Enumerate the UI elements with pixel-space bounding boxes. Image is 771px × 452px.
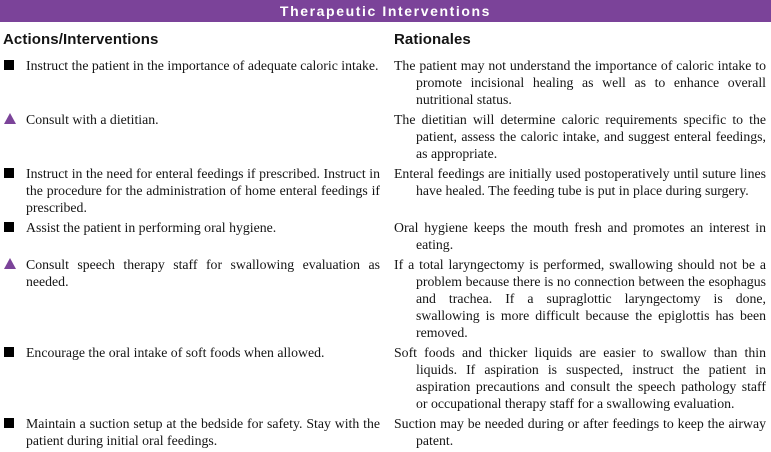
action-item (3, 111, 394, 128)
action-text: Consult speech therapy staff for swallowing evaluation as needed. (26, 257, 380, 289)
action-item (3, 415, 394, 449)
action-text: Maintain a suction setup at the bedside for safety. Stay with the patient during initial oral feedings. (26, 416, 380, 448)
column-header-actions: Actions/Interventions (3, 31, 159, 48)
action-item (3, 165, 394, 216)
action-text: Consult with a dietitian. (26, 112, 159, 127)
rationale-text: If a total laryngectomy is performed, swallowing should not be a problem because there is no connection between the esophagus and trachea. If a supraglottic laryngectomy is done, swallowing is more difficult because the epiglottis has been removed. (394, 257, 766, 340)
action-text: Encourage the oral intake of soft foods when allowed. (26, 345, 325, 360)
table-title-bar (0, 0, 771, 22)
triangle-bullet-icon (4, 113, 16, 124)
rationale-text: Suction may be needed during or after feedings to keep the airway patent. (394, 416, 766, 448)
table-title: Therapeutic Interventions (279, 3, 492, 19)
rationale-text: Soft foods and thicker liquids are easier to swallow than thin liquids. If aspiration is suspected, instruct the patient in aspiration precautions and consult the speech pathology staff or occupational therapy staff for a swallowing evaluation. (394, 345, 766, 411)
rationale-text: The dietitian will determine caloric requirements specific to the patient, assess the caloric intake, and suggest enteral feedings, as appropriate. (394, 112, 766, 161)
column-header-rationales: Rationales (394, 31, 471, 48)
square-bullet-icon (4, 347, 14, 357)
table-content (0, 22, 771, 449)
square-bullet-icon (4, 60, 14, 70)
action-item (3, 57, 394, 74)
action-item (3, 256, 394, 290)
square-bullet-icon (4, 222, 14, 232)
action-text: Instruct the patient in the importance of adequate caloric intake. (26, 58, 379, 73)
interventions-grid (3, 31, 766, 449)
rationale-text: Enteral feedings are initially used postoperatively until suture lines have healed. The feeding tube is put in place during surgery. (394, 166, 766, 198)
rationale-text: Oral hygiene keeps the mouth fresh and promotes an interest in eating. (394, 220, 766, 252)
square-bullet-icon (4, 418, 14, 428)
action-item (3, 344, 394, 361)
action-text: Instruct in the need for enteral feedings if prescribed. Instruct in the procedure for the administration of home enteral feedings if prescribed. (26, 166, 380, 215)
square-bullet-icon (4, 168, 14, 178)
triangle-bullet-icon (4, 258, 16, 269)
action-item (3, 219, 394, 236)
rationale-text: The patient may not understand the importance of caloric intake to promote incisional healing as well as to enhance overall nutritional status. (394, 58, 766, 107)
action-text: Assist the patient in performing oral hygiene. (26, 220, 277, 235)
